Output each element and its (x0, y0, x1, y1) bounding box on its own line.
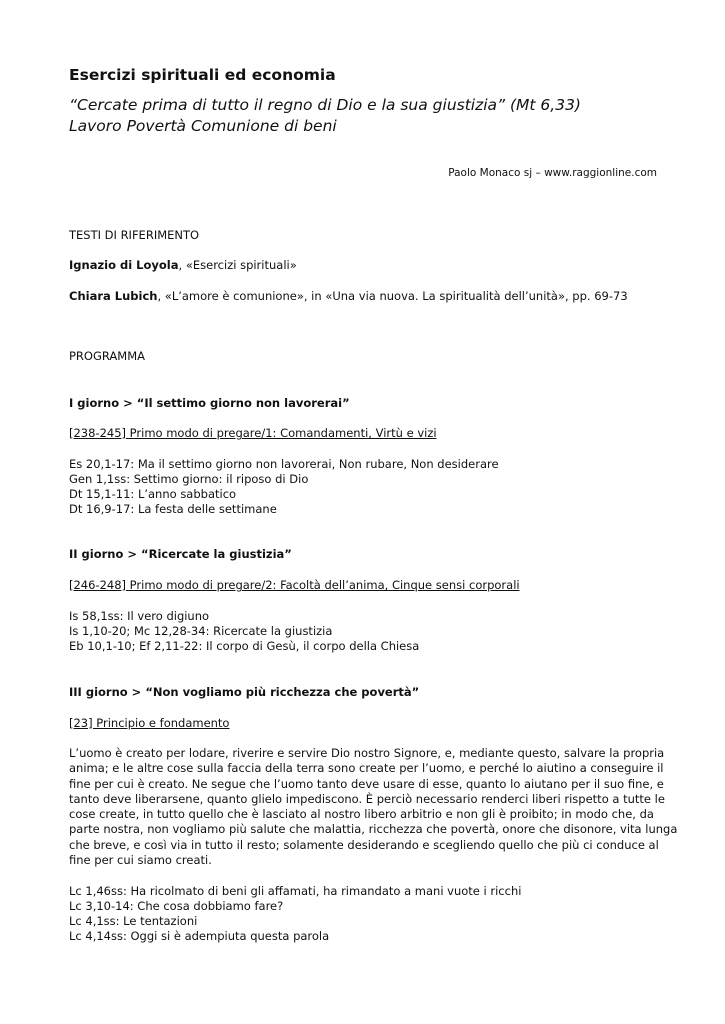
paragraph-line: fine per cui siamo creati. (69, 853, 212, 868)
reading-line: Es 20,1-17: Ma il settimo giorno non lavorerai, Non rubare, Non desiderare (69, 457, 499, 471)
reading-line: Dt 15,1-11: L’anno sabbatico (69, 487, 237, 501)
author-line: Paolo Monaco sj – www.raggionline.com (448, 167, 657, 179)
reading-line: Lc 4,1ss: Le tentazioni (69, 914, 198, 928)
reading-line: Eb 10,1-10; Ef 2,11-22: Il corpo di Gesù, il corpo della Chiesa (69, 639, 420, 653)
paragraph-line: anima; e le altre cose sulla faccia della terra sono create per l’uomo, e perché lo aiutino a conseguire il (69, 761, 664, 776)
reading-line: Lc 1,46ss: Ha ricolmato di beni gli affamati, ha rimandato a mani vuote i ricchi (69, 884, 522, 898)
day-1-title: I giorno > “Il settimo giorno non lavorerai” (69, 396, 350, 410)
day-3-readings (69, 884, 521, 944)
reading-line: Is 58,1ss: Il vero digiuno (69, 609, 210, 623)
paragraph-line: tanto deve liberarsene, quanto glielo impediscono. È perciò necessario renderci liberi rispetto a tutte le (69, 791, 665, 806)
paragraph-line: parte nostra, non vogliamo più salute che malattia, ricchezza che povertà, onore che disonore, vita lunga (69, 822, 678, 837)
reference-text: , «L’amore è comunione», in «Una via nuova. La spiritualità dell’unità», pp. 69-73 (157, 289, 628, 303)
subtitle-topics: Lavoro Povertà Comunione di beni (69, 117, 337, 135)
day-2-readings (69, 609, 419, 654)
day-2-title: II giorno > “Ricercate la giustizia” (69, 547, 292, 561)
reference-item (69, 289, 628, 304)
reference-item (69, 258, 297, 273)
paragraph-line: che breve, e così via in tutto il resto; solamente desiderando e scegliendo quello che più ci conduce al (69, 837, 659, 852)
day-3-link[interactable]: [23] Principio e fondamento (69, 716, 230, 730)
day-1-readings (69, 457, 499, 517)
program-heading: PROGRAMMA (69, 349, 145, 363)
reference-author: Chiara Lubich (69, 289, 158, 303)
reference-text: , «Esercizi spirituali» (178, 258, 297, 272)
principle-paragraph (69, 746, 678, 868)
day-1-link[interactable]: [238-245] Primo modo di pregare/1: Comandamenti, Virtù e vizi (69, 426, 437, 440)
reading-line: Dt 16,9-17: La festa delle settimane (69, 502, 277, 516)
document-title: Esercizi spirituali ed economia (69, 66, 336, 84)
reading-line: Lc 3,10-14: Che cosa dobbiamo fare? (69, 899, 284, 913)
day-2-link[interactable]: [246-248] Primo modo di pregare/2: Facoltà dell’anima, Cinque sensi corporali (69, 578, 520, 592)
subtitle-quote: “Cercate prima di tutto il regno di Dio e la sua giustizia” (Mt 6,33) (69, 96, 581, 114)
reading-line: Is 1,10-20; Mc 12,28-34: Ricercate la giustizia (69, 624, 333, 638)
paragraph-line: fine per cui è creato. Ne segue che l’uomo tanto deve usare di esse, quanto lo aiutano per il suo fine, e (69, 776, 664, 791)
references-heading: TESTI DI RIFERIMENTO (69, 228, 200, 242)
reading-line: Gen 1,1ss: Settimo giorno: il riposo di Dio (69, 472, 309, 486)
day-3-title: III giorno > “Non vogliamo più ricchezza che povertà” (69, 685, 420, 699)
reference-author: Ignazio di Loyola (69, 258, 179, 272)
reading-line: Lc 4,14ss: Oggi si è adempiuta questa parola (69, 929, 330, 943)
paragraph-line: cose create, in tutto quello che è lasciato al nostro libero arbitrio e non gli è proibito; in modo che, da (69, 807, 654, 822)
paragraph-line: L’uomo è creato per lodare, riverire e servire Dio nostro Signore, e, mediante questo, salvare la propria (69, 746, 665, 760)
